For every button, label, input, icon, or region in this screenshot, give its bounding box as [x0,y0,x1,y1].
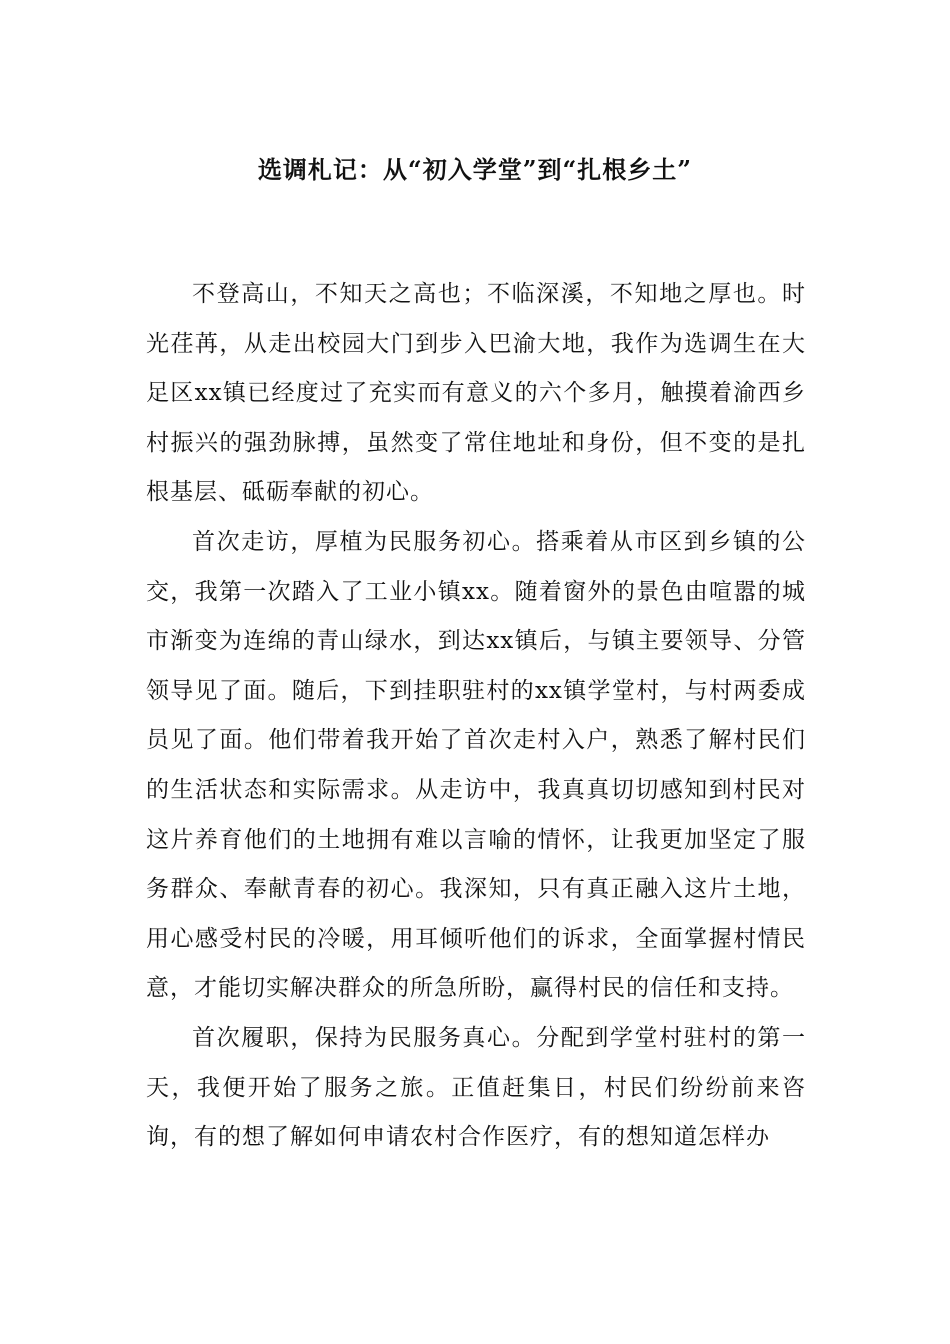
document-title: 选调札记：从“初入学堂”到“扎根乡土” [257,155,693,184]
paragraph-2: 首次走访，厚植为民服务初心。搭乘着从市区到乡镇的公交，我第一次踏入了工业小镇xx。随着窗外的景色由喧嚣的城市渐变为连绵的青山绿水，到达xx镇后，与镇主要领导、分管领导见了面。随后，下到挂职驻村的xx镇学堂村，与村两委成员见了面。他们带着我开始了首次走村入户，熟悉了解村民们的生活状态和实际需求。从走访中，我真真切切感知到村民对这片养育他们的土地拥有难以言喻的情怀，让我更加坚定了服务群众、奉献青春的初心。我深知，只有真正融入这片土地，用心感受村民的冷暖，用耳倾听他们的诉求，全面掌握村情民意，才能切实解决群众的所急所盼，赢得村民的信任和支持。 [146,528,806,1002]
paragraph-1: 不登高山，不知天之高也；不临深溪，不知地之厚也。时光荏苒，从走出校园大门到步入巴渝大地，我作为选调生在大足区xx镇已经度过了充实而有意义的六个多月，触摸着渝西乡村振兴的强劲脉搏，虽然变了常住地址和身份，但不变的是扎根基层、砥砺奉献的初心。 [146,281,806,506]
document-body [146,270,806,1163]
paragraph-3: 首次履职，保持为民服务真心。分配到学堂村驻村的第一天，我便开始了服务之旅。正值赶集日，村民们纷纷前来咨询，有的想了解如何申请农村合作医疗，有的想知道怎样办 [146,1024,806,1151]
